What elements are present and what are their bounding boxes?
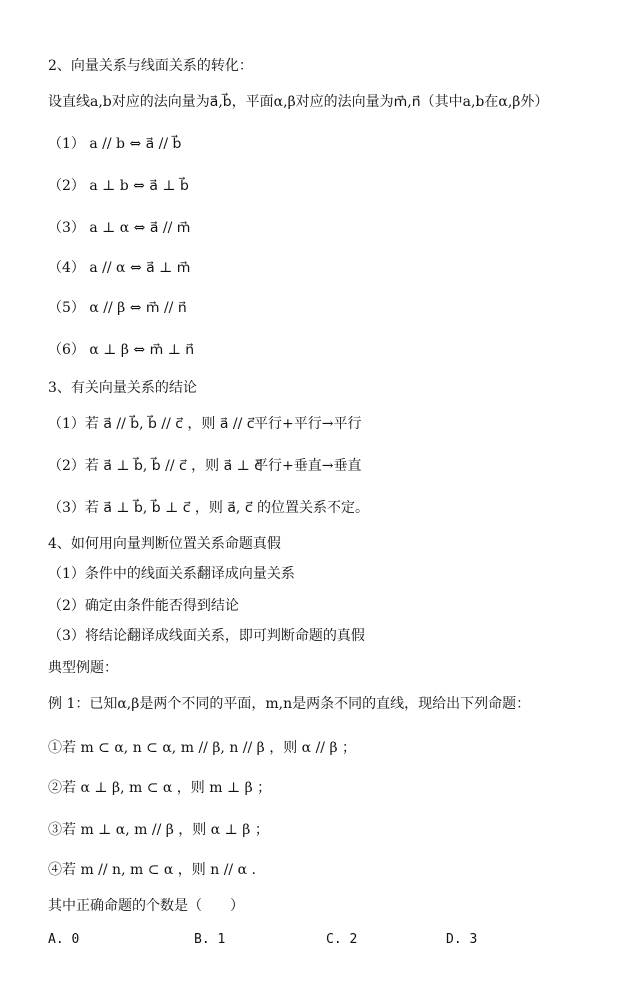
examples-title: 典型例题： [48,660,118,676]
option-c: C. 2 [326,932,358,947]
section3-item-2-note: 平行+垂直→垂直 [254,458,362,474]
section2-item-6: （6） α ⊥ β ⇔ m⃗ ⊥ n⃗ [48,342,195,358]
section4-item-3: （3）将结论翻译成线面关系，即可判断命题的真假 [48,628,365,644]
option-a: A. 0 [48,932,80,947]
section2-item-1: （1） a // b ⇔ a⃗ // b⃗ [48,136,182,152]
section2-intro: 设直线a,b对应的法向量为a⃗,b⃗，平面α,β对应的法向量为m⃗,n⃗（其中a,b在α,β外） [48,94,549,110]
section2-title: 2、向量关系与线面关系的转化： [48,58,253,74]
proposition-3: ③若 m ⊥ α, m // β ，则 α ⊥ β ； [48,822,269,838]
question-text: 其中正确命题的个数是（ ） [48,898,244,914]
section4-item-1: （1）条件中的线面关系翻译成向量关系 [48,566,295,582]
section3-item-1-note: 平行+平行→平行 [254,416,362,432]
section3-item-2: （2）若 a⃗ ⊥ b⃗, b⃗ // c⃗ ，则 a⃗ ⊥ c⃗ [48,458,262,474]
option-b: B. 1 [194,932,226,947]
section3-item-1: （1）若 a⃗ // b⃗, b⃗ // c⃗ ，则 a⃗ // c⃗ [48,416,255,432]
proposition-1: ①若 m ⊂ α, n ⊂ α, m // β, n // β ，则 α // β ； [48,740,356,756]
section3-title: 3、有关向量关系的结论 [48,380,197,396]
option-d: D. 3 [446,932,478,947]
proposition-4: ④若 m // n, m ⊂ α ，则 n // α . [48,862,256,878]
section3-item-3: （3）若 a⃗ ⊥ b⃗, b⃗ ⊥ c⃗ ，则 a⃗, c⃗ 的位置关系不定。 [48,500,369,516]
example-1-statement: 例 1：已知α,β是两个不同的平面，m,n是两条不同的直线，现给出下列命题： [48,696,531,712]
section4-item-2: （2）确定由条件能否得到结论 [48,598,239,614]
section2-item-4: （4） a // α ⇔ a⃗ ⊥ m⃗ [48,260,191,276]
section2-item-3: （3） a ⊥ α ⇔ a⃗ // m⃗ [48,220,191,236]
section2-item-5: （5） α // β ⇔ m⃗ // n⃗ [48,300,187,316]
proposition-2: ②若 α ⊥ β, m ⊂ α ，则 m ⊥ β ； [48,780,272,796]
section2-item-2: （2） a ⊥ b ⇔ a⃗ ⊥ b⃗ [48,178,189,194]
section4-title: 4、如何用向量判断位置关系命题真假 [48,536,281,552]
